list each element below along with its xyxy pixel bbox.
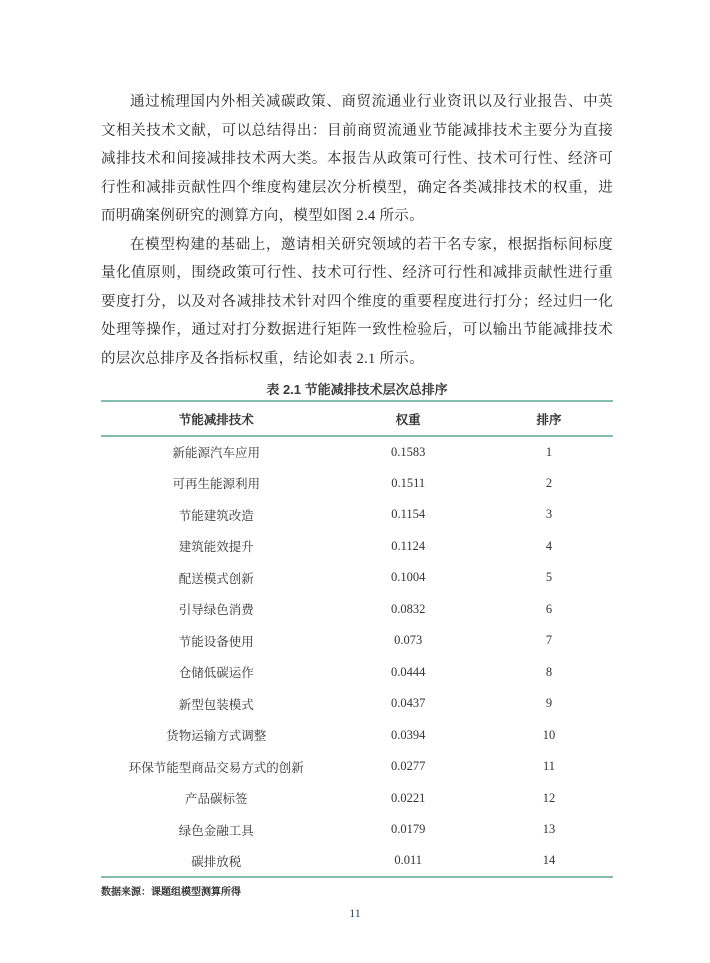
cell-rank: 6 bbox=[545, 601, 553, 616]
cell-tech: 仓储低碳运作 bbox=[178, 666, 254, 681]
cell-tech: 货物运输方式调整 bbox=[166, 729, 267, 744]
table-row bbox=[101, 783, 613, 815]
cell-tech: 新能源汽车应用 bbox=[172, 446, 260, 461]
cell-tech: 配送模式创新 bbox=[178, 571, 254, 586]
cell-rank: 10 bbox=[542, 727, 556, 742]
table-row bbox=[101, 814, 613, 846]
cell-tech: 绿色金融工具 bbox=[178, 823, 254, 838]
cell-weight: 0.011 bbox=[331, 846, 485, 878]
cell-weight: 0.073 bbox=[394, 633, 423, 648]
cell-rank: 14 bbox=[485, 846, 613, 878]
cell-tech: 引导绿色消费 bbox=[178, 603, 254, 618]
cell-tech: 节能设备使用 bbox=[178, 634, 254, 649]
cell-rank: 5 bbox=[545, 570, 553, 585]
table-row bbox=[101, 625, 613, 657]
cell-weight: 0.0444 bbox=[391, 664, 426, 679]
cell-tech: 可再生能源利用 bbox=[172, 477, 260, 492]
cell-weight: 0.0394 bbox=[391, 727, 426, 742]
table-row bbox=[101, 751, 613, 783]
cell-weight: 0.0179 bbox=[391, 822, 426, 837]
table-row bbox=[101, 688, 613, 720]
cell-rank: 7 bbox=[545, 633, 553, 648]
cell-weight: 0.0437 bbox=[391, 696, 426, 711]
table-caption: 表 2.1 节能减排技术层次总排序 bbox=[266, 382, 448, 397]
table-row bbox=[101, 594, 613, 626]
ranking-table bbox=[101, 400, 613, 878]
cell-rank: 8 bbox=[545, 664, 553, 679]
table-row bbox=[101, 846, 613, 878]
cell-tech: 节能建筑改造 bbox=[178, 508, 254, 523]
table-row bbox=[101, 468, 613, 500]
cell-weight: 0.0221 bbox=[391, 790, 426, 805]
cell-weight: 0.1124 bbox=[391, 538, 426, 553]
header-weight: 权重 bbox=[331, 401, 485, 436]
table-row bbox=[101, 499, 613, 531]
table-row bbox=[101, 562, 613, 594]
cell-tech: 新型包装模式 bbox=[178, 697, 254, 712]
body-paragraph-1: 通过梳理国内外相关减碳政策、商贸流通业行业资讯以及行业报告、中英文相关技术文献，可以总结得出：目前商贸流通业节能减排技术主要分为直接减排技术和间接减排技术两大类。本报告从政策可行性、技术可行性、经济可行性和减排贡献性四个维度构建层次分析模型，确定各类减排技术的权重，进而明确案例研究的测算方向，模型如图 2.4 所示。 bbox=[101, 94, 613, 224]
header-rank: 排序 bbox=[485, 401, 613, 436]
cell-rank: 11 bbox=[542, 759, 556, 774]
cell-rank: 13 bbox=[542, 822, 556, 837]
table-row bbox=[101, 720, 613, 752]
data-source-note: 数据来源：课题组模型测算所得 bbox=[101, 887, 241, 898]
cell-weight: 0.1511 bbox=[391, 475, 426, 490]
table-row bbox=[101, 436, 613, 468]
table-header-row bbox=[101, 401, 613, 436]
cell-tech: 环保节能型商品交易方式的创新 bbox=[128, 760, 304, 775]
cell-rank: 3 bbox=[545, 507, 553, 522]
cell-weight: 0.0277 bbox=[391, 759, 426, 774]
cell-tech: 建筑能效提升 bbox=[178, 540, 254, 555]
cell-weight: 0.0832 bbox=[391, 601, 426, 616]
table-row bbox=[101, 531, 613, 563]
cell-rank: 1 bbox=[545, 444, 553, 459]
table-row bbox=[101, 657, 613, 689]
cell-rank: 2 bbox=[545, 475, 553, 490]
cell-weight: 0.1583 bbox=[391, 444, 426, 459]
page-content bbox=[101, 88, 613, 898]
header-tech: 节能减排技术 bbox=[101, 401, 331, 436]
cell-rank: 9 bbox=[545, 696, 553, 711]
page-number: 11 bbox=[349, 906, 361, 920]
cell-rank: 4 bbox=[545, 538, 553, 553]
cell-tech: 产品碳标签 bbox=[184, 792, 248, 807]
cell-tech: 碳排放税 bbox=[101, 846, 331, 878]
cell-weight: 0.1004 bbox=[391, 570, 426, 585]
body-paragraph-2: 在模型构建的基础上，邀请相关研究领域的若干名专家，根据指标间标度量化值原则，围绕政策可行性、技术可行性、经济可行性和减排贡献性进行重要度打分，以及对各减排技术针对四个维度的重要程度进行打分；经过归一化处理等操作，通过对打分数据进行矩阵一致性检验后，可以输出节能减排技术的层次总排序及各指标权重，结论如表 2.1 所示。 bbox=[101, 236, 613, 367]
cell-weight: 0.1154 bbox=[391, 507, 426, 522]
cell-rank: 12 bbox=[542, 790, 556, 805]
